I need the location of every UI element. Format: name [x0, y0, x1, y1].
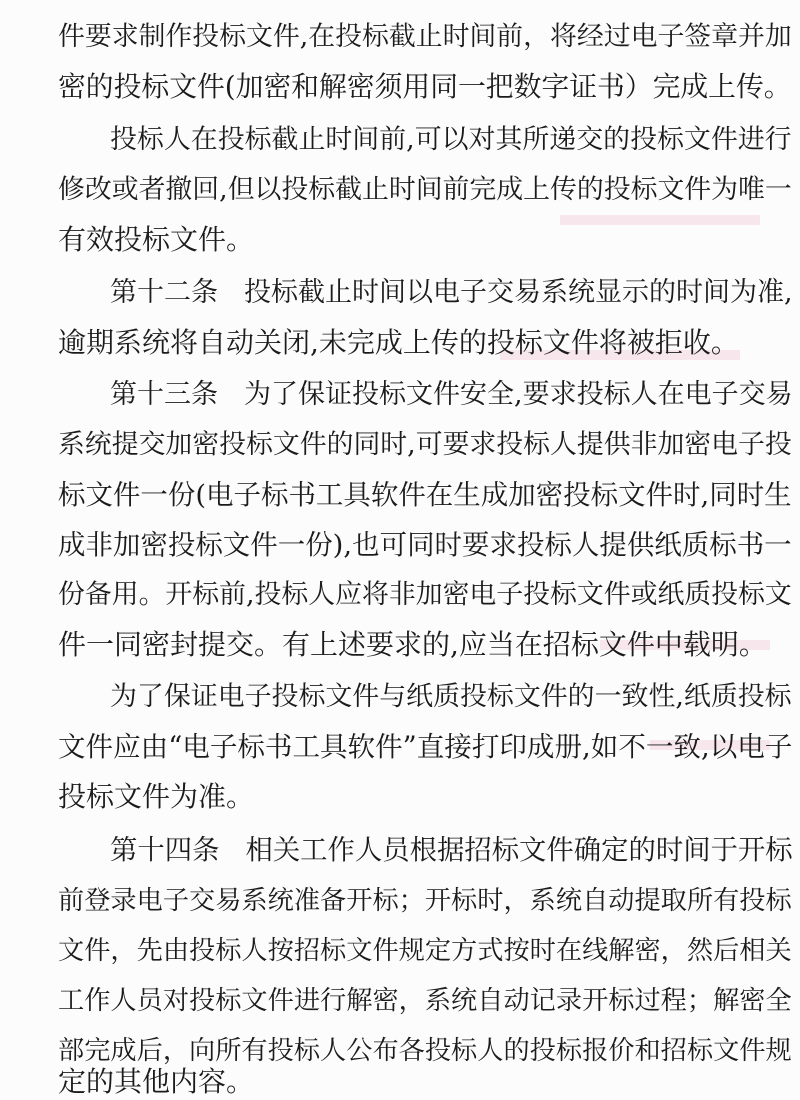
text-line-10: 标文件一份(电子标书工具软件在生成加密投标文件时,同时生: [58, 479, 792, 511]
text-line-19: 文件，先由投标人按招标文件规定方式按时在线解密，然后相关: [58, 936, 792, 966]
text-line-11: 成非加密投标文件一份),也可同时要求投标人提供纸质标书一: [58, 529, 792, 561]
text-line-14: 为了保证电子投标文件与纸质投标文件的一致性,纸质投标: [110, 681, 792, 712]
text-line-12: 份备用。开标前,投标人应将非加密电子投标文件或纸质投标文: [58, 579, 792, 610]
text-line-21: 部完成后，向所有投标人公布各投标人的投标报价和招标文件规: [58, 1036, 792, 1066]
article-13-label: 第十三条: [110, 379, 218, 410]
text-line-3: 投标人在投标截止时间前,可以对其所递交的投标文件进行: [110, 124, 792, 155]
article-12-line: [110, 268, 793, 318]
article-14-line: [110, 826, 793, 876]
text-line-13: 件一同密封提交。有上述要求的,应当在招标文件中载明。: [58, 628, 767, 661]
text-line-18: 前登录电子交易系统准备开标；开标时，系统自动提取所有投标: [58, 886, 792, 916]
text-line-7: 逾期系统将自动关闭,未完成上传的投标文件将被拒收。: [58, 326, 739, 359]
text-line-1: 件要求制作投标文件,在投标截止时间前，将经过电子签章并加: [58, 21, 792, 52]
text-line-2: 密的投标文件(加密和解密须用同一把数字证书）完成上传。: [58, 70, 792, 103]
text-line-15: 文件应由“电子标书工具软件”直接打印成册,如不一致,以电子: [58, 731, 793, 763]
article-14-label: 第十四条: [110, 835, 220, 866]
article-13-text: 为了保证投标文件安全,要求投标人在电子交易: [244, 379, 793, 410]
article-12-text: 投标截止时间以电子交易系统显示的时间为准,: [244, 277, 793, 308]
bleed-through-mark: [560, 215, 760, 225]
article-12-label: 第十二条: [110, 277, 218, 308]
text-line-4: 修改或者撤回,但以投标截止时间前完成上传的投标文件为唯一: [58, 174, 792, 205]
article-13-line: [110, 370, 793, 420]
text-line-9: 系统提交加密投标文件的同时,可要求投标人提供非加密电子投: [58, 429, 792, 460]
text-line-5: 有效投标文件。: [58, 223, 255, 256]
text-line-20: 工作人员对投标文件进行解密，系统自动记录开标过程；解密全: [58, 986, 792, 1016]
text-line-16: 投标文件为准。: [58, 780, 255, 813]
text-line-22: 定的其他内容。: [58, 1065, 255, 1098]
article-14-text: 相关工作人员根据招标文件确定的时间于开标: [245, 835, 793, 866]
